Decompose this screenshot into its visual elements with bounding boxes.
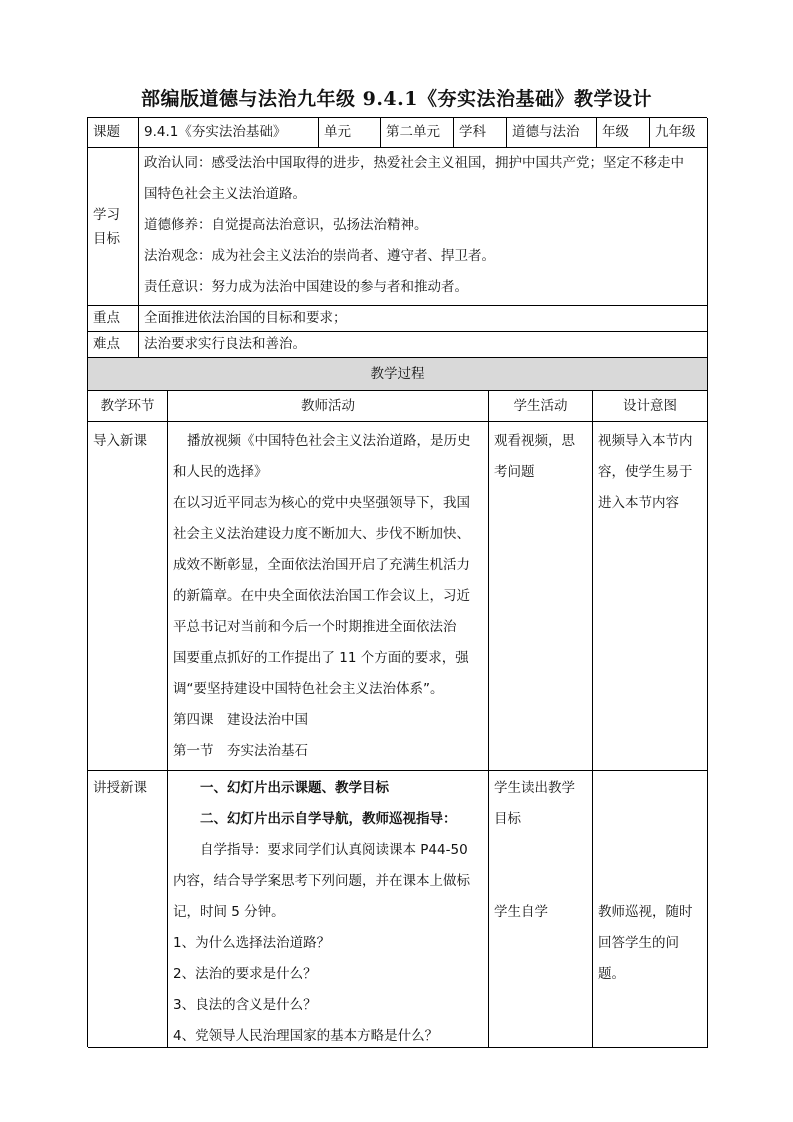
student-line: 目标 — [494, 811, 521, 827]
goal-line: 法治观念：成为社会主义法治的崇尚者、遵守者、捍卫者。 — [144, 248, 495, 264]
course-value: 9.4.1《夯实法治基础》 — [139, 118, 319, 148]
student-line: 观看视频，思 — [494, 433, 575, 449]
goals-content — [139, 148, 708, 306]
goal-line: 责任意识：努力成为法治中国建设的参与者和推动者。 — [144, 279, 468, 295]
unit-label: 单元 — [319, 118, 381, 148]
lecture-stage: 讲授新课 — [88, 771, 168, 1048]
teacher-bold-line: 一、幻灯片出示课题、教学目标 — [200, 780, 389, 796]
design-line: 容，使学生易于 — [598, 464, 693, 480]
header-student: 学生活动 — [489, 391, 593, 422]
student-line: 学生自学 — [494, 904, 548, 920]
grade-label: 年级 — [597, 118, 650, 148]
intro-teacher — [168, 422, 489, 771]
goals-label — [88, 148, 139, 306]
teacher-line: 播放视频《中国特色社会主义法治道路，是历史 — [187, 433, 471, 449]
subject-label: 学科 — [454, 118, 507, 148]
difficulty-value: 法治要求实行良法和善治。 — [139, 332, 708, 358]
process-title: 教学过程 — [88, 358, 708, 391]
question-line: 2、法治的要求是什么？ — [173, 966, 317, 982]
design-line: 进入本节内容 — [598, 495, 679, 511]
lecture-design — [593, 771, 708, 1048]
teacher-line: 调“要坚持建设中国特色社会主义法治体系”。 — [173, 681, 444, 697]
goal-line: 政治认同：感受法治中国取得的进步，热爱社会主义祖国，拥护中国共产党；坚定不移走中 — [144, 155, 684, 171]
teacher-line: 和人民的选择》 — [173, 464, 268, 480]
design-line: 教师巡视，随时 — [598, 904, 693, 920]
intro-design — [593, 422, 708, 771]
grade-value: 九年级 — [650, 118, 708, 148]
teacher-line: 自学指导：要求同学们认真阅读课本 P44-50 — [200, 842, 468, 858]
header-teacher: 教师活动 — [168, 391, 489, 422]
teacher-line: 记，时间 5 分钟。 — [173, 904, 285, 920]
question-line: 3、良法的含义是什么？ — [173, 997, 317, 1013]
teacher-line: 平总书记对当前和今后一个时期推进全面依法治 — [173, 619, 457, 635]
subject-value: 道德与法治 — [507, 118, 597, 148]
key-point-value: 全面推进依法治国的目标和要求； — [139, 306, 708, 332]
teacher-line: 的新篇章。在中央全面依法治国工作会议上，习近 — [173, 588, 470, 604]
teacher-line: 国要重点抓好的工作提出了 11 个方面的要求，强 — [173, 650, 469, 666]
key-point-label: 重点 — [88, 306, 139, 332]
difficulty-label: 难点 — [88, 332, 139, 358]
student-line: 考问题 — [494, 464, 535, 480]
design-line: 题。 — [598, 966, 625, 982]
goals-label-line2: 目标 — [93, 230, 120, 247]
teacher-line: 内容，结合导学案思考下列问题，并在课本上做标 — [173, 873, 470, 889]
design-line: 视频导入本节内 — [598, 433, 693, 449]
intro-stage: 导入新课 — [88, 422, 168, 771]
design-line: 回答学生的问 — [598, 935, 679, 951]
lecture-teacher — [168, 771, 489, 1048]
course-label: 课题 — [88, 118, 139, 148]
question-line: 4、党领导人民治理国家的基本方略是什么？ — [173, 1028, 439, 1044]
goals-label-line1: 学习 — [93, 206, 120, 223]
teacher-line: 成效不断彰显，全面依法治国开启了充满生机活力 — [173, 557, 470, 573]
teacher-bold-line: 二、幻灯片出示自学导航，教师巡视指导： — [200, 811, 457, 827]
header-stage: 教学环节 — [88, 391, 168, 422]
intro-student — [489, 422, 593, 771]
goal-line: 道德修养：自觉提高法治意识，弘扬法治精神。 — [144, 217, 428, 233]
teacher-line: 社会主义法治建设力度不断加大、步伐不断加快、 — [173, 526, 470, 542]
teacher-line: 第四课 建设法治中国 — [173, 712, 308, 728]
lecture-student — [489, 771, 593, 1048]
unit-value: 第二单元 — [381, 118, 454, 148]
header-design: 设计意图 — [593, 391, 708, 422]
page-title: 部编版道德与法治九年级 9.4.1《夯实法治基础》教学设计 — [140, 88, 652, 110]
question-line: 1、为什么选择法治道路？ — [173, 935, 331, 951]
goal-line: 国特色社会主义法治道路。 — [144, 186, 306, 202]
teacher-line: 第一节 夯实法治基石 — [173, 743, 308, 759]
teacher-line: 在以习近平同志为核心的党中央坚强领导下，我国 — [173, 495, 470, 511]
lesson-plan-table — [87, 117, 707, 1047]
student-line: 学生读出教学 — [494, 780, 575, 796]
